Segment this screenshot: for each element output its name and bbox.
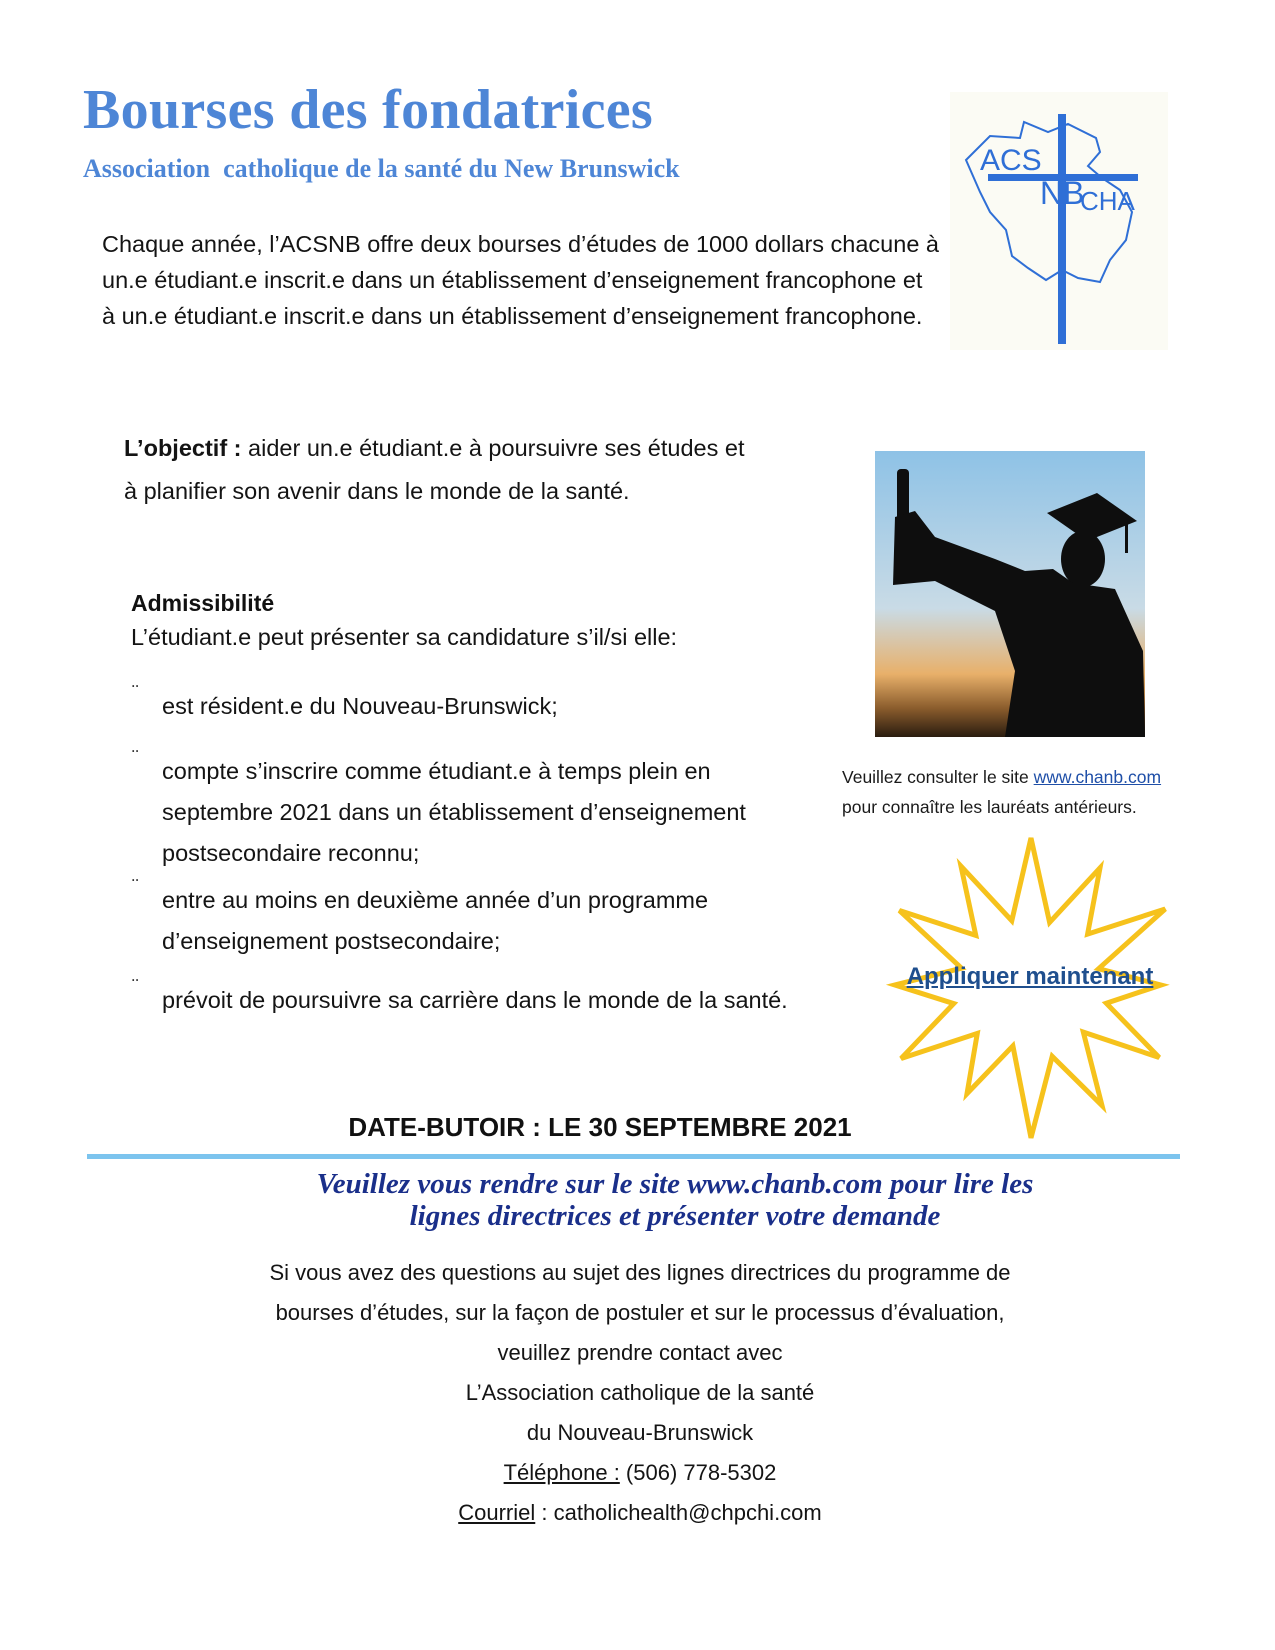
bullet-icon: ¨ — [132, 682, 139, 704]
deadline-text: DATE-BUTOIR : LE 30 SEPTEMBRE 2021 — [348, 1112, 852, 1142]
consult-note — [842, 762, 1222, 822]
intro-paragraph: Chaque année, l’ACSNB offre deux bourses d’études de 1000 dollars chacune à un.e étudiant.e inscrit.e dans un établissement d’enseignement francophone et à un.e étudiant.e inscrit.e dans un établissement d’enseignement francophone. — [102, 231, 939, 329]
consult-suffix: pour connaître les lauréats antérieurs. — [842, 797, 1137, 817]
site-notice-line1: Veuillez vous rendre sur le site www.chanb.com pour lire les — [316, 1168, 1034, 1200]
bullet-icon: ¨ — [132, 876, 139, 898]
site-notice — [140, 1168, 1210, 1232]
objective-paragraph — [124, 427, 764, 513]
phone-value: (506) 778-5302 — [619, 1460, 777, 1485]
objective-text: aider un.e étudiant.e à poursuivre ses études et à planifier son avenir dans le monde de la santé. — [124, 435, 745, 504]
criteria-text: compte s’inscrire comme étudiant.e à temps plein en septembre 2021 dans un établissement d’enseignement postsecondaire reconnu; — [162, 758, 746, 866]
contact-line: veuillez prendre contact avec — [497, 1340, 783, 1365]
contact-line: bourses d’études, sur la façon de postuler et sur le processus d’évaluation, — [275, 1300, 1005, 1325]
logo-text-acs: ACS — [980, 144, 1042, 177]
logo-text-nb: NB — [1040, 175, 1085, 211]
bullet-icon: ¨ — [132, 976, 139, 998]
email-value: : catholichealth@chpchi.com — [535, 1500, 822, 1525]
contact-line: du Nouveau-Brunswick — [526, 1420, 754, 1445]
apply-now-link[interactable]: Appliquer maintenant — [906, 963, 1154, 990]
contact-block — [150, 1253, 1130, 1533]
eligibility-intro: L’étudiant.e peut présenter sa candidature s’il/si elle: — [131, 624, 678, 650]
consult-prefix: Veuillez consulter le site — [842, 767, 1034, 787]
logo-text-cha: CHA — [1080, 186, 1135, 216]
eligibility-heading: Admissibilité — [131, 590, 275, 616]
criteria-item — [132, 747, 812, 874]
criteria-text: prévoit de poursuivre sa carrière dans le monde de la santé. — [162, 987, 788, 1013]
acsnb-logo — [950, 92, 1168, 350]
chanb-link[interactable]: www.chanb.com — [1033, 767, 1162, 787]
contact-line: Si vous avez des questions au sujet des lignes directrices du programme de — [269, 1260, 1011, 1285]
page-title: Bourses des fondatrices — [83, 79, 653, 141]
logo-mark-icon — [950, 92, 1168, 350]
divider-line — [87, 1154, 1180, 1159]
criteria-item — [132, 682, 832, 727]
page-subtitle: Association catholique de la santé du New Brunswick — [83, 154, 680, 183]
objective-label: L’objectif : — [124, 435, 242, 461]
site-notice-line2: lignes directrices et présenter votre demande — [409, 1200, 941, 1232]
bullet-icon: ¨ — [132, 747, 139, 769]
criteria-item — [132, 876, 792, 962]
phone-label: Téléphone : — [503, 1460, 620, 1485]
contact-line: L’Association catholique de la santé — [465, 1380, 815, 1405]
criteria-item — [132, 976, 792, 1021]
criteria-text: entre au moins en deuxième année d’un programme d’enseignement postsecondaire; — [162, 887, 709, 954]
graduate-silhouette-icon — [875, 451, 1145, 737]
criteria-text: est résident.e du Nouveau-Brunswick; — [162, 693, 558, 719]
email-label: Courriel — [458, 1500, 536, 1525]
graduate-photo — [875, 451, 1145, 737]
